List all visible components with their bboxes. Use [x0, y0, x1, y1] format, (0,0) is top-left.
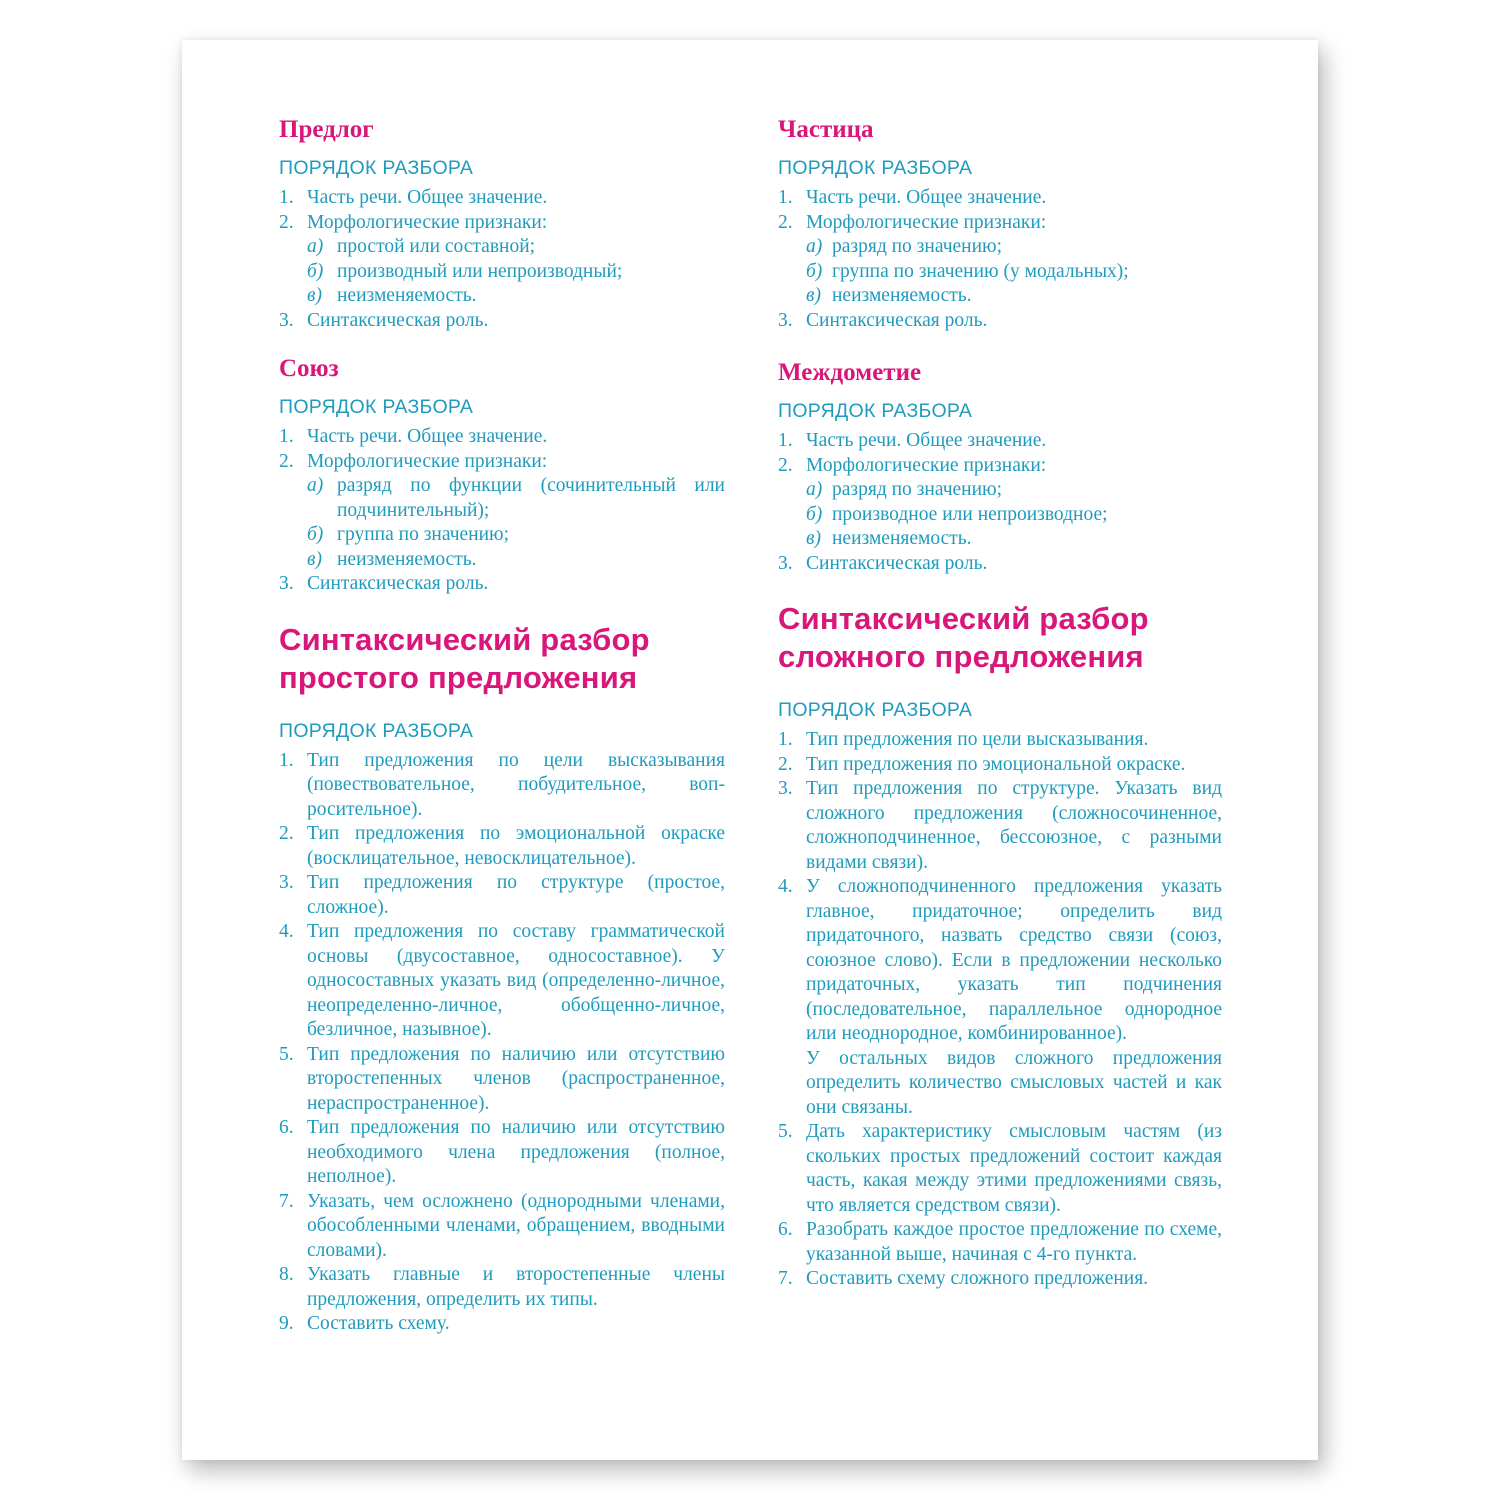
sub-item: а) разряд по значению;	[806, 479, 1003, 500]
list-item: 8. Указать главные и второстепенные члены предложения, определить их типы.	[279, 1264, 725, 1310]
list-item: 6. Разобрать каждое простое предложение по схеме, указанной выше, начиная с 4-го пункта.	[778, 1219, 1222, 1265]
list-item: 7. Составить схему сложного предложения.	[778, 1268, 1149, 1289]
page-sheet	[182, 40, 1318, 1460]
sub-item: а) разряд по значению;	[806, 236, 1003, 257]
parse-list	[279, 186, 725, 333]
section-title: Синтаксический разбор сложного предложения	[778, 601, 1149, 674]
sub-list	[307, 474, 725, 572]
sub-list	[307, 235, 725, 309]
list-item: 2. Тип предложения по эмоциональной окраске.	[778, 753, 1186, 775]
list-item: 1. Часть речи. Общее значение.	[279, 187, 548, 208]
section-chastica	[778, 116, 1222, 333]
section-predlog	[279, 116, 725, 333]
list-item: 2. Морфологические признаки: а) разряд по значению; б) производное или непроизводное; в) неизменяемость.	[778, 454, 1222, 552]
section-soyuz	[279, 355, 725, 597]
section-complex-sentence	[778, 600, 1222, 1292]
order-label: ПОРЯДОК РАЗБОРА	[778, 400, 973, 422]
section-title: Синтаксический разбор простого предложения	[279, 621, 650, 695]
section-mezhdometie	[778, 359, 1222, 576]
parse-list	[778, 728, 1222, 1292]
list-item: 3. Тип предложения по структуре (простое, сложное).	[279, 872, 725, 918]
section-title: Междометие	[778, 359, 922, 386]
sub-item: а) разряд по функции (сочинительный или подчинительный);	[307, 475, 725, 521]
list-item: 1. Тип предложения по цели высказывания.	[778, 729, 1149, 750]
list-item: 2. Морфологические признаки: а) простой или составной; б) производный или непроизводный; в) неизменяемость.	[279, 211, 725, 309]
parse-list	[279, 425, 725, 597]
list-item: 3. Синтаксическая роль.	[279, 573, 489, 594]
section-title: Предлог	[279, 116, 374, 143]
list-item: 5. Дать характеристику смысловым частям (из скольких простых предложений состоит каждая часть, какая между этими предложениями связь, что является средством связи).	[778, 1121, 1222, 1216]
right-column	[778, 116, 1222, 1292]
parse-list	[279, 749, 725, 1337]
list-item: 1. Тип предложения по цели высказывания (повествовательное, побудительное, вопросительное).	[279, 749, 725, 820]
sub-item: в) неизменяемость.	[806, 285, 972, 306]
section-simple-sentence	[279, 621, 725, 1337]
sub-item: а) простой или составной;	[307, 236, 536, 257]
sub-item: б) группа по значению (у модальных);	[806, 260, 1129, 282]
list-item: 3. Синтаксическая роль.	[778, 309, 988, 331]
order-label: ПОРЯДОК РАЗБОРА	[279, 157, 474, 179]
left-column	[279, 116, 725, 1337]
sub-item: б) производный или непроизводный;	[307, 260, 623, 282]
parse-list	[778, 429, 1222, 576]
sub-item: в) неизменяемость.	[307, 285, 477, 306]
section-title: Союз	[279, 355, 339, 382]
list-item: 7. Указать, чем осложнено (однородными членами, обособленными членами, обращением, вводными словами).	[279, 1190, 725, 1261]
list-item: 4. Тип предложения по составу грамматической основы (двусоставное, односоставное). У односоставных указать вид (определенно-личное, неопределенно-личное, обобщенно-личное, безличное, назывное).	[279, 921, 725, 1040]
order-label: ПОРЯДОК РАЗБОРА	[778, 699, 973, 721]
sub-item: в) неизменяемость.	[806, 528, 972, 549]
list-item: 2. Морфологические признаки: а) разряд по значению; б) группа по значению (у модальных); в) неизменяемость.	[778, 211, 1222, 309]
sub-item: б) производное или непроизводное;	[806, 503, 1108, 525]
list-item: 1. Часть речи. Общее значение.	[778, 187, 1047, 208]
list-item: 4. У сложноподчиненного предложения указать главное, придаточное; определить вид придаточного, назвать средство связи (союз, союзное слово). Если в предложении несколько придаточных, указать тип подчинения (последовательное, параллельное однородное или неоднородное, комбинированное). У остальных видов сложного предложения определить количество смысловых частей и как они связаны.	[778, 876, 1222, 1118]
sub-item: б) группа по значению;	[307, 524, 510, 545]
sub-list	[806, 235, 1222, 309]
list-item: 3. Синтаксическая роль.	[778, 552, 988, 574]
order-label: ПОРЯДОК РАЗБОРА	[279, 396, 474, 418]
list-item: 9. Составить схему.	[279, 1313, 450, 1334]
order-label: ПОРЯДОК РАЗБОРА	[279, 719, 474, 742]
list-item: 5. Тип предложения по наличию или отсутствию второстепенных членов (распространенное, нераспространенное).	[279, 1043, 725, 1114]
sub-item: в) неизменяемость.	[307, 548, 477, 570]
list-item: 2. Тип предложения по эмоциональной окраске (восклицательное, невосклицательное).	[279, 823, 725, 869]
order-label: ПОРЯДОК РАЗБОРА	[778, 157, 973, 179]
list-item: 1. Часть речи. Общее значение.	[279, 426, 548, 447]
list-item: 1. Часть речи. Общее значение.	[778, 430, 1047, 451]
list-item: 2. Морфологические признаки: а) разряд по функции (сочинительный или подчинительный); б) группа по значению; в) неизменяемость.	[279, 450, 725, 573]
parse-list	[778, 186, 1222, 333]
section-title: Частица	[778, 116, 874, 143]
list-item: 3. Тип предложения по структуре. Указать вид сложного предложения (сложносочиненное, сложноподчиненное, бессоюзное, с разными видами связи).	[778, 778, 1222, 873]
list-item: 6. Тип предложения по наличию или отсутствию необходимого члена предложения (полное, неполное).	[279, 1117, 725, 1187]
sub-list	[806, 478, 1222, 552]
list-item: 3. Синтаксическая роль.	[279, 309, 489, 331]
